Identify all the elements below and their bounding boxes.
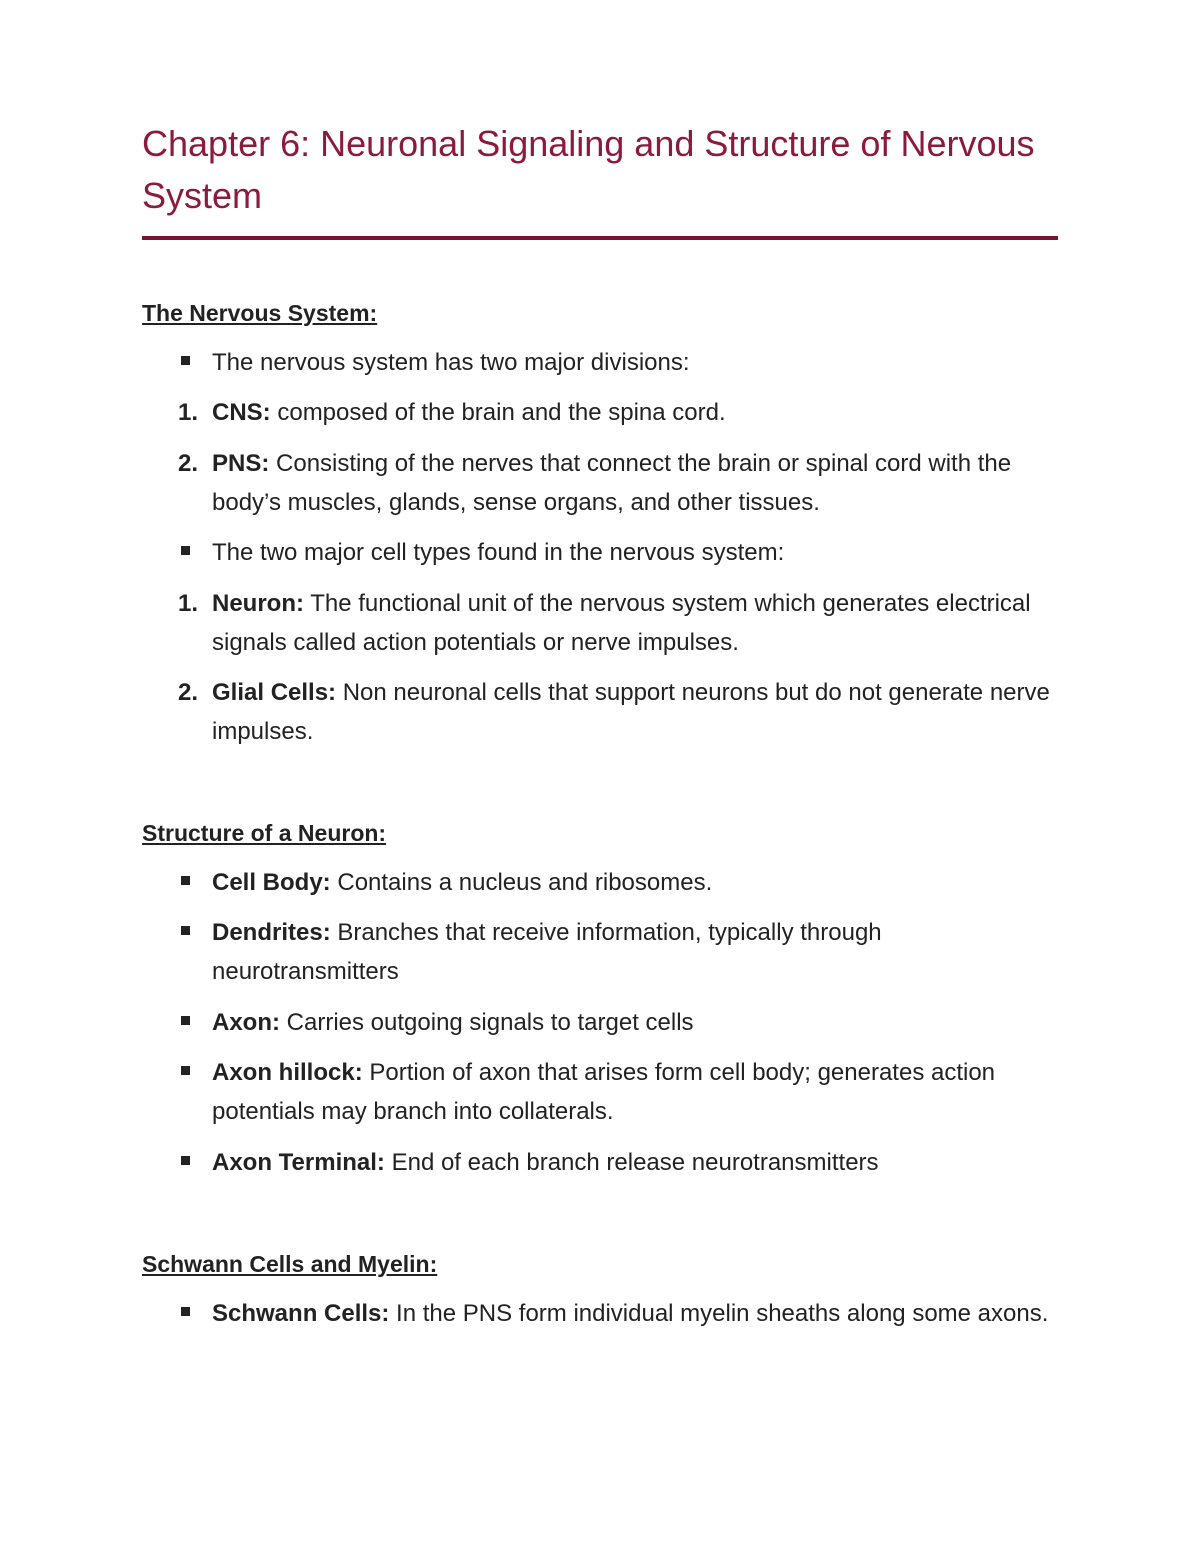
item-text: The functional unit of the nervous system which generates electrical signals called action potentials or nerve impulses. — [212, 590, 1031, 656]
item-term: PNS: — [212, 450, 270, 477]
item-text: Non neuronal cells that support neurons but do not generate nerve impulses. — [212, 679, 1050, 745]
square-bullet-icon — [181, 356, 190, 365]
item-term: Axon hillock: — [212, 1059, 363, 1086]
item-text: Portion of axon that arises form cell body; generates action potentials may branch into collaterals. — [212, 1059, 996, 1125]
item-term: Axon Terminal: — [212, 1149, 385, 1176]
list-item — [212, 913, 1072, 991]
item-term: Dendrites: — [212, 919, 331, 946]
square-bullet-icon — [181, 1066, 190, 1075]
square-bullet-icon — [181, 876, 190, 885]
list-item — [212, 343, 1072, 382]
list-item — [178, 444, 1072, 522]
item-text: Contains a nucleus and ribosomes. — [330, 869, 713, 896]
item-term: Neuron: — [212, 590, 304, 617]
item-term: Cell Body: — [212, 869, 331, 896]
item-text: End of each branch release neurotransmitters — [384, 1149, 879, 1176]
item-term: Schwann Cells: — [212, 1300, 390, 1327]
list-item — [212, 1294, 1072, 1333]
page-title: Chapter 6: Neuronal Signaling and Structure of Nervous System — [142, 123, 1035, 216]
section-heading-schwann-cells: Schwann Cells and Myelin: — [142, 1251, 438, 1277]
list-number: 2. — [178, 450, 199, 477]
section-heading-nervous-system: The Nervous System: — [142, 300, 378, 326]
list-item — [178, 393, 1072, 432]
item-text: Carries outgoing signals to target cells — [280, 1009, 694, 1036]
square-bullet-icon — [181, 1016, 190, 1025]
item-text: In the PNS form individual myelin sheaths along some axons. — [389, 1300, 1049, 1327]
item-text: composed of the brain and the spina cord. — [270, 399, 726, 426]
section-heading-structure-of-neuron: Structure of a Neuron: — [142, 820, 387, 846]
item-text: The nervous system has two major divisions: — [212, 349, 690, 376]
item-term: Glial Cells: — [212, 679, 337, 706]
item-term: Axon: — [212, 1009, 280, 1036]
list-number: 2. — [178, 679, 199, 706]
list-item — [212, 863, 1072, 902]
list-item — [212, 1053, 1072, 1131]
list-item — [178, 584, 1072, 662]
list-number: 1. — [178, 590, 199, 617]
list-item — [212, 1143, 1072, 1182]
list-item — [212, 1003, 1072, 1042]
square-bullet-icon — [181, 1156, 190, 1165]
item-term: CNS: — [212, 399, 271, 426]
item-text: Branches that receive information, typically through neurotransmitters — [212, 919, 882, 985]
item-text: The two major cell types found in the nervous system: — [212, 539, 785, 566]
square-bullet-icon — [181, 926, 190, 935]
title-divider — [142, 236, 1058, 240]
list-item — [212, 533, 1072, 572]
square-bullet-icon — [181, 546, 190, 555]
list-item — [178, 673, 1072, 751]
list-number: 1. — [178, 399, 199, 426]
square-bullet-icon — [181, 1307, 190, 1316]
item-text: Consisting of the nerves that connect the brain or spinal cord with the body’s muscles, glands, sense organs, and other tissues. — [212, 450, 1012, 516]
